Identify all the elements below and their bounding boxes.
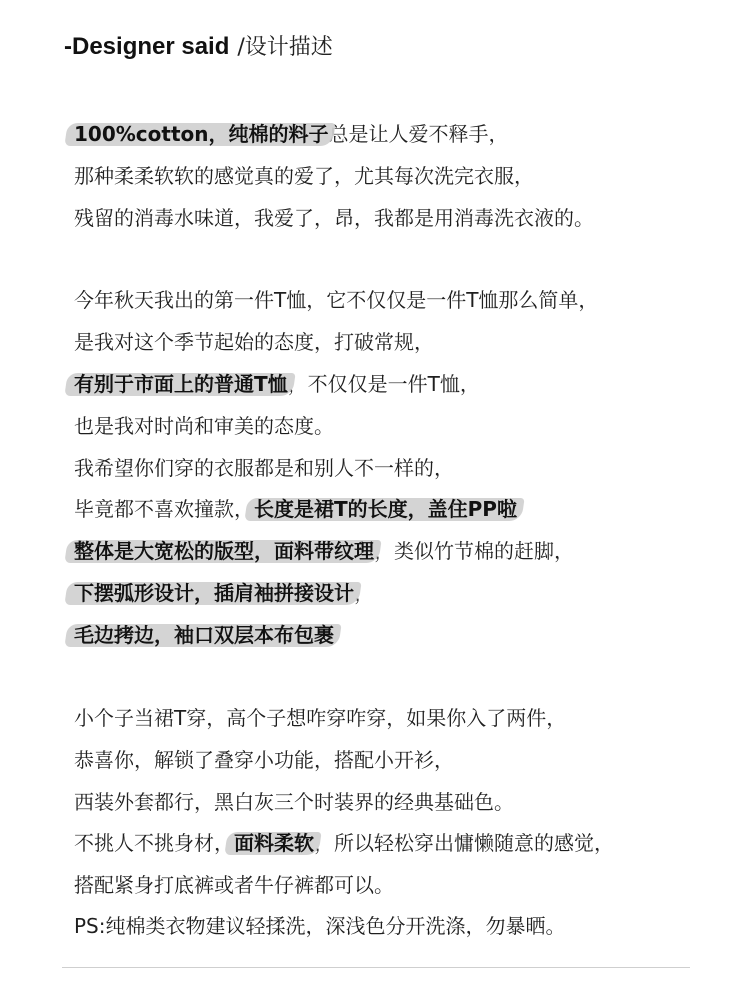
text-line: 西装外套都行，黑白灰三个时装界的经典基础色。	[74, 790, 514, 814]
text-line	[74, 578, 374, 608]
text-line: 也是我对时尚和审美的态度。	[74, 414, 334, 438]
text-line: 今年秋天我出的第一件T恤，它不仅仅是一件T恤那么简单，	[74, 288, 599, 312]
highlighted-text: 整体是大宽松的版型，面料带纹理	[74, 536, 374, 566]
divider	[62, 967, 690, 968]
text-line: 恭喜你，解锁了叠穿小功能，搭配小开衫，	[74, 748, 454, 772]
section-subtitle: /设计描述	[237, 35, 333, 60]
text-segment: 毕竟都不喜欢撞款，	[74, 497, 254, 521]
text-line: 那种柔柔软软的感觉真的爱了，尤其每次洗完衣服，	[74, 164, 534, 188]
text-segment: 不挑人不挑身材，	[74, 831, 234, 855]
text-segment: ，不仅仅是一件T恤，	[287, 372, 480, 396]
highlighted-text: 毛边拷边，袖口双层本布包裹	[74, 620, 334, 650]
text-segment: ，	[354, 581, 374, 605]
text-line	[74, 828, 614, 858]
text-segment: 总是让人爱不释手，	[328, 122, 509, 146]
section-header	[64, 30, 333, 66]
text-line	[74, 369, 480, 399]
highlighted-text: 下摆弧形设计，插肩袖拼接设计	[74, 578, 354, 608]
section-title: -Designer said	[64, 33, 230, 60]
text-line: 我希望你们穿的衣服都是和别人不一样的，	[74, 456, 454, 480]
highlighted-text: 长度是裙T的长度，盖住PP啦	[254, 494, 517, 524]
text-line	[74, 494, 517, 524]
text-line: 是我对这个季节起始的态度，打破常规，	[74, 330, 434, 354]
text-segment: ，所以轻松穿出慵懒随意的感觉，	[314, 831, 614, 855]
highlighted-text: 面料柔软	[234, 828, 314, 858]
text-line	[74, 620, 334, 650]
text-segment: ，类似竹节棉的赶脚，	[374, 539, 574, 563]
text-line	[74, 119, 508, 149]
text-line: 残留的消毒水味道，我爱了，昂，我都是用消毒洗衣液的。	[74, 206, 594, 230]
highlighted-text: 100%cotton，纯棉的料子	[74, 119, 328, 149]
text-line: PS:纯棉类衣物建议轻揉洗，深浅色分开洗涤，勿暴晒。	[74, 914, 566, 938]
highlighted-text: 有别于市面上的普通T恤	[74, 369, 288, 399]
text-line: 小个子当裙T穿，高个子想咋穿咋穿，如果你入了两件，	[74, 706, 567, 730]
text-line: 搭配紧身打底裤或者牛仔裤都可以。	[74, 873, 394, 897]
text-line	[74, 536, 574, 566]
